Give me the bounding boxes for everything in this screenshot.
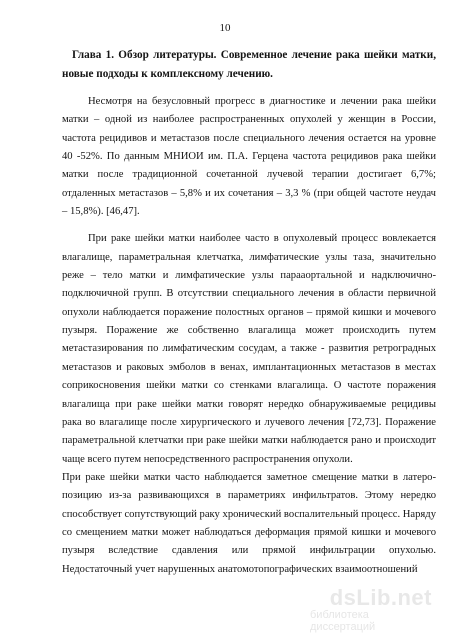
watermark-brand: dsLib.net bbox=[329, 585, 432, 610]
document-body bbox=[62, 46, 436, 579]
paragraph-3: При раке шейки матки часто наблюдается заметное смещение матки в латеро-позицию из-за развивающихся в параметриях инфильтратов. Этому нередко способствует сопутствующий раку хронический воспалительный процесс. Наряду со смещением матки может наблюдаться деформация прямой кишки и мочевого пузыря вследствие сдавления или прямой инфильтрации опухолью. Недостаточный учет нарушенных анатомотопографических взаимоотношений bbox=[62, 471, 436, 575]
paragraph-1: Несмотря на безусловный прогресс в диагностике и лечении рака шейки матки – одной из наиболее распространенных опухолей у женщин в России, частота рецидивов и метастазов после специального лечения остается на уровне 40 -52%. По данным МНИОИ им. П.А. Герцена частота рецидивов рака шейки матки после традиционной сочетанной лучевой терапии достигает 6,7%; отдаленных метастазов – 5,8% и их сочетания – 3,3 % (при общей частоте неудач – 15,8%). [46,47]. bbox=[62, 96, 436, 218]
watermark-logo bbox=[310, 585, 438, 633]
spacer bbox=[62, 221, 436, 230]
chapter-title: Глава 1. Обзор литературы. Современное лечение рака шейки матки, новые подходы к комплексному лечению. bbox=[62, 49, 436, 80]
paragraph-2: При раке шейки матки наиболее часто в опухолевый процесс вовлекается влагалище, параметральная клетчатка, лимфатические узлы таза, значительно реже – тело матки и лимфатические узлы парааортальной и надключично-подключичной групп. В отсутствии специального лечения в области первичной опухоли наблюдается поражение полостных органов – прямой кишки и мочевого пузыря. Поражение же собственно влагалища может происходить путем метастазирования по лимфатическим сосудам, а также - развития ретроградных метастазов и раковых эмболов в венах, имплантационных метастазов в местах соприкосновения шейки матки со стенками влагалища. О частоте поражения влагалища при раке шейки матки говорят нередко обнаруживаемые рецидивы рака во влагалище после хирургического и лучевого лечения [72,73]. Поражение параметральной клетчатки при раке шейки матки наблюдается рано и происходит чаще всего путем непосредственного распространения опухоли. bbox=[62, 233, 436, 465]
watermark-caption: библиотека диссертаций bbox=[310, 609, 376, 633]
page-number: 10 bbox=[219, 22, 231, 34]
spacer bbox=[62, 84, 436, 93]
